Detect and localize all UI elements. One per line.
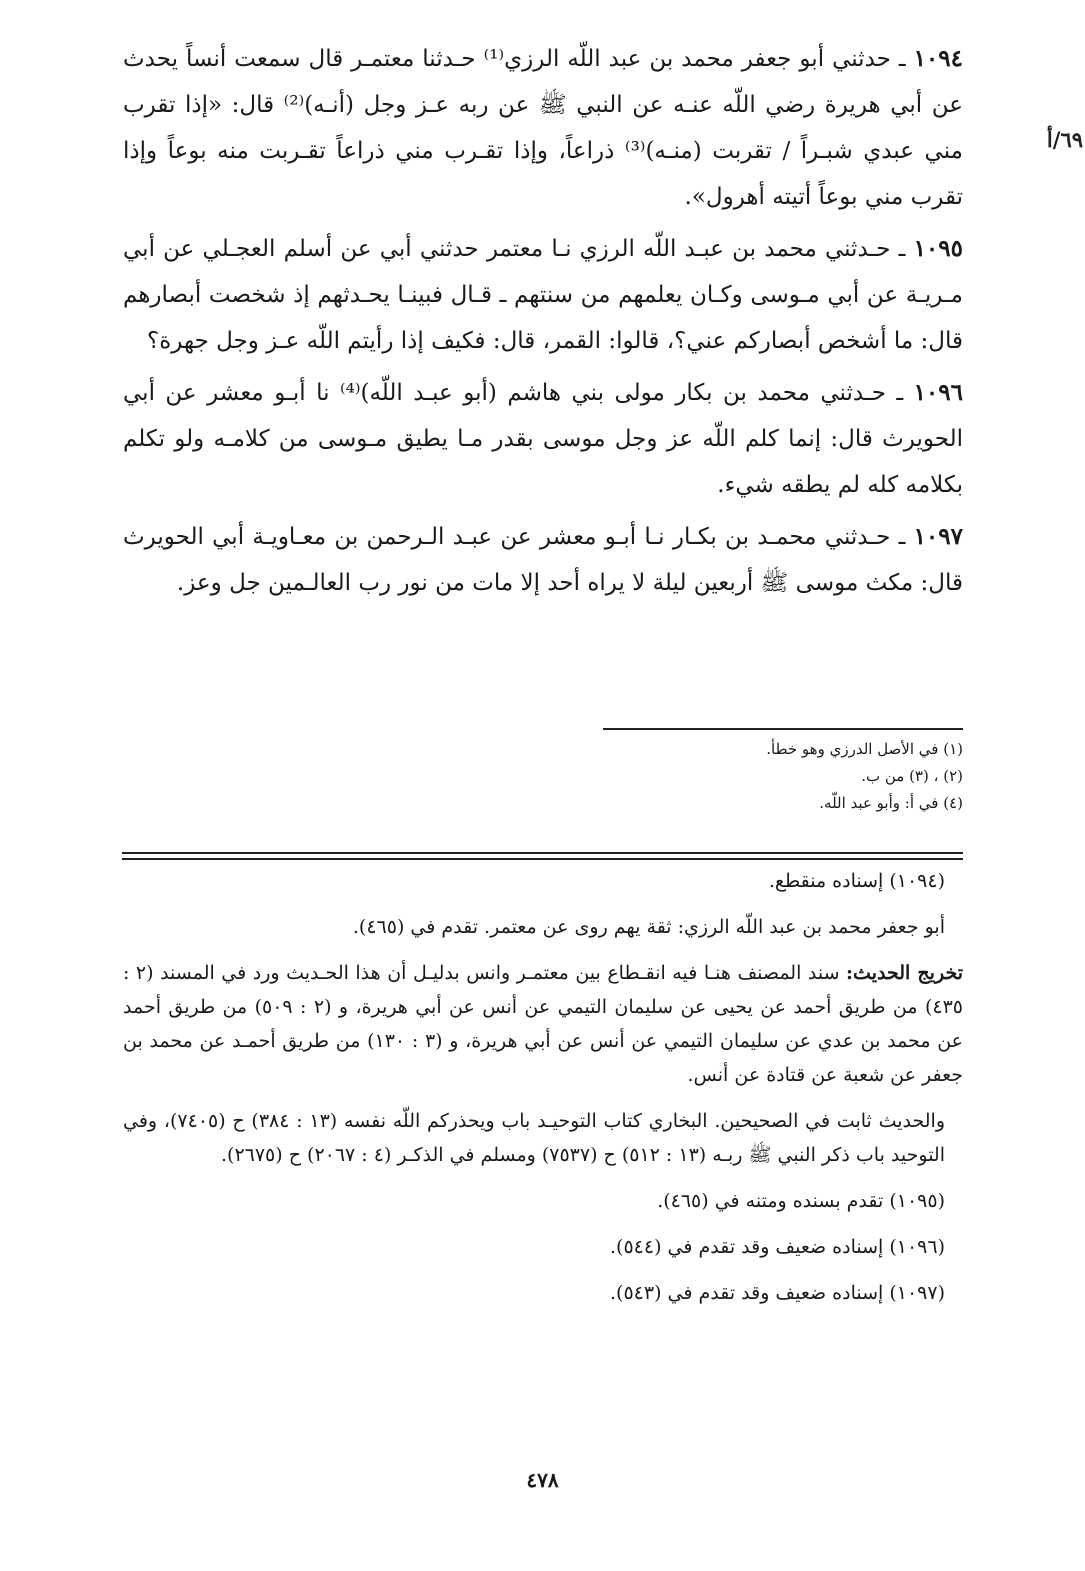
- hadith-number: ١٠٩٤: [913, 45, 963, 72]
- footnote-divider: [603, 728, 963, 730]
- hadith-number: ١٠٩٦: [913, 379, 963, 406]
- footnote-4: (٤) في أ: وأبو عبد اللّه.: [819, 794, 963, 812]
- takhrij-text: سند المصنف هنـا فيه انقـطاع بين معتمـر وانس بدليـل أن هذا الحـديث ورد في المسند (٢ : ٤٣٥) من طريق أحمد عن يحيى عن سليمان التيمي عن أنس عن أبي هريرة، و (٢ : ٥٠٩) من طريق أحمد عن محمد بن عدي عن سليمان التيمي عن أنس عن أبي هريرة، و (٣ : ١٣٠) من طريق أحمـد عن محمد بن جعفر عن شعبة عن قتادة عن أنس.: [123, 962, 964, 1086]
- commentary-1095: (١٠٩٥) تقدم بسنده ومتنه في (٤٦٥).: [657, 1190, 945, 1212]
- hadith-body: ـ حدثني أبو جعفر محمد بن عبد اللّه الرزي⁽¹⁾ حـدثنا معتمـر قال سمعت أنساً يحدث عن أبي هريرة رضي اللّه عنـه عن النبي ﷺ عن ربه عـز وجل (أنـه)⁽²⁾ قال: «إذا تقرب مني عبدي شبـراً / تقربت (منـه)⁽³⁾ ذراعاً، وإذا تقـرب مني ذراعاً تقـربت منه بوعاً وإذا تقرب مني بوعاً أتيته أهرول».: [123, 46, 963, 210]
- takhrij-label: تخريج الحديث:: [846, 962, 963, 984]
- footnotes: [363, 736, 963, 817]
- commentary-1094-narrator: أبو جعفر محمد بن عبد اللّه الرزي: ثقة يهم روى عن معتمر. تقدم في (٤٦٥).: [352, 916, 945, 938]
- hadith-text-block: [123, 36, 963, 612]
- commentary-divider-bottom: [122, 858, 963, 860]
- hadith-number: ١٠٩٧: [913, 523, 963, 550]
- hadith-body: ـ حـدثني محمد بن بكار مولى بني هاشم (أبو عبـد اللّه)⁽⁴⁾ نا أبـو معشر عن أبي الحويرث قال: إنما كلم اللّه عز وجل موسى بقدر مـا يطيق مـوسى من كلامـه ولو تكلم بكلامه كله لم يطقه شيء.: [123, 380, 963, 498]
- commentary-divider-top: [122, 852, 963, 854]
- hadith-1095: [123, 226, 963, 364]
- hadith-body: ـ حـدثني محمد بن عبـد اللّه الرزي نـا معتمر حدثني أبي عن أسلم العجـلي عن أبي مـريـة عن أبي مـوسى وكـان يعلمهم من سنتهم ـ قـال فبينـا يحـدثهم إذ شخصت أبصارهم قال: ما أشخص أبصاركم عني؟، قالوا: القمر، قال: فكيف إذا رأيتم اللّه عـز وجل جهرة؟: [123, 236, 963, 354]
- hadith-body: ـ حـدثني محمـد بن بكـار نـا أبـو معشر عن عبـد الـرحمن بن معـاويـة أبي الحويرث قال: مكث موسى ﷺ أربعين ليلة لا يراه أحد إلا مات من نور رب العالـمين جل وعز.: [123, 524, 963, 596]
- hadith-1094: [123, 36, 963, 220]
- page-number: ٤٧٨: [526, 1468, 559, 1492]
- commentary-1094-heading: (١٠٩٤) إسناده منقطع.: [768, 870, 945, 892]
- hadith-1096: [123, 370, 963, 508]
- hadith-1097: [123, 514, 963, 606]
- commentary-block: [123, 864, 963, 1322]
- commentary-1097: (١٠٩٧) إسناده ضعيف وقد تقدم في (٥٤٣).: [609, 1282, 945, 1304]
- commentary-sahihayn: والحديث ثابت في الصحيحين. البخاري كتاب التوحيـد باب ويحذركم اللّه نفسه (١٣ : ٣٨٤) ح (٧٤٠٥)، وفي التوحيد باب ذكر النبي ﷺ ربـه (١٣ : ٥١٢) ح (٧٥٣٧) ومسلم في الذكـر (٤ : ٢٠٦٧) ح (٢٦٧٥).: [123, 1110, 945, 1166]
- hadith-number: ١٠٩٥: [913, 235, 963, 262]
- manuscript-folio-marker: ٦٩/أ: [1046, 127, 1083, 152]
- footnote-2-3: (٢) ، (٣) من ب.: [861, 767, 963, 785]
- footnote-1: (١) في الأصل الدرزي وهو خطأ.: [766, 740, 963, 758]
- commentary-1096: (١٠٩٦) إسناده ضعيف وقد تقدم في (٥٤٤).: [609, 1236, 945, 1258]
- commentary-takhrij: [123, 956, 963, 1092]
